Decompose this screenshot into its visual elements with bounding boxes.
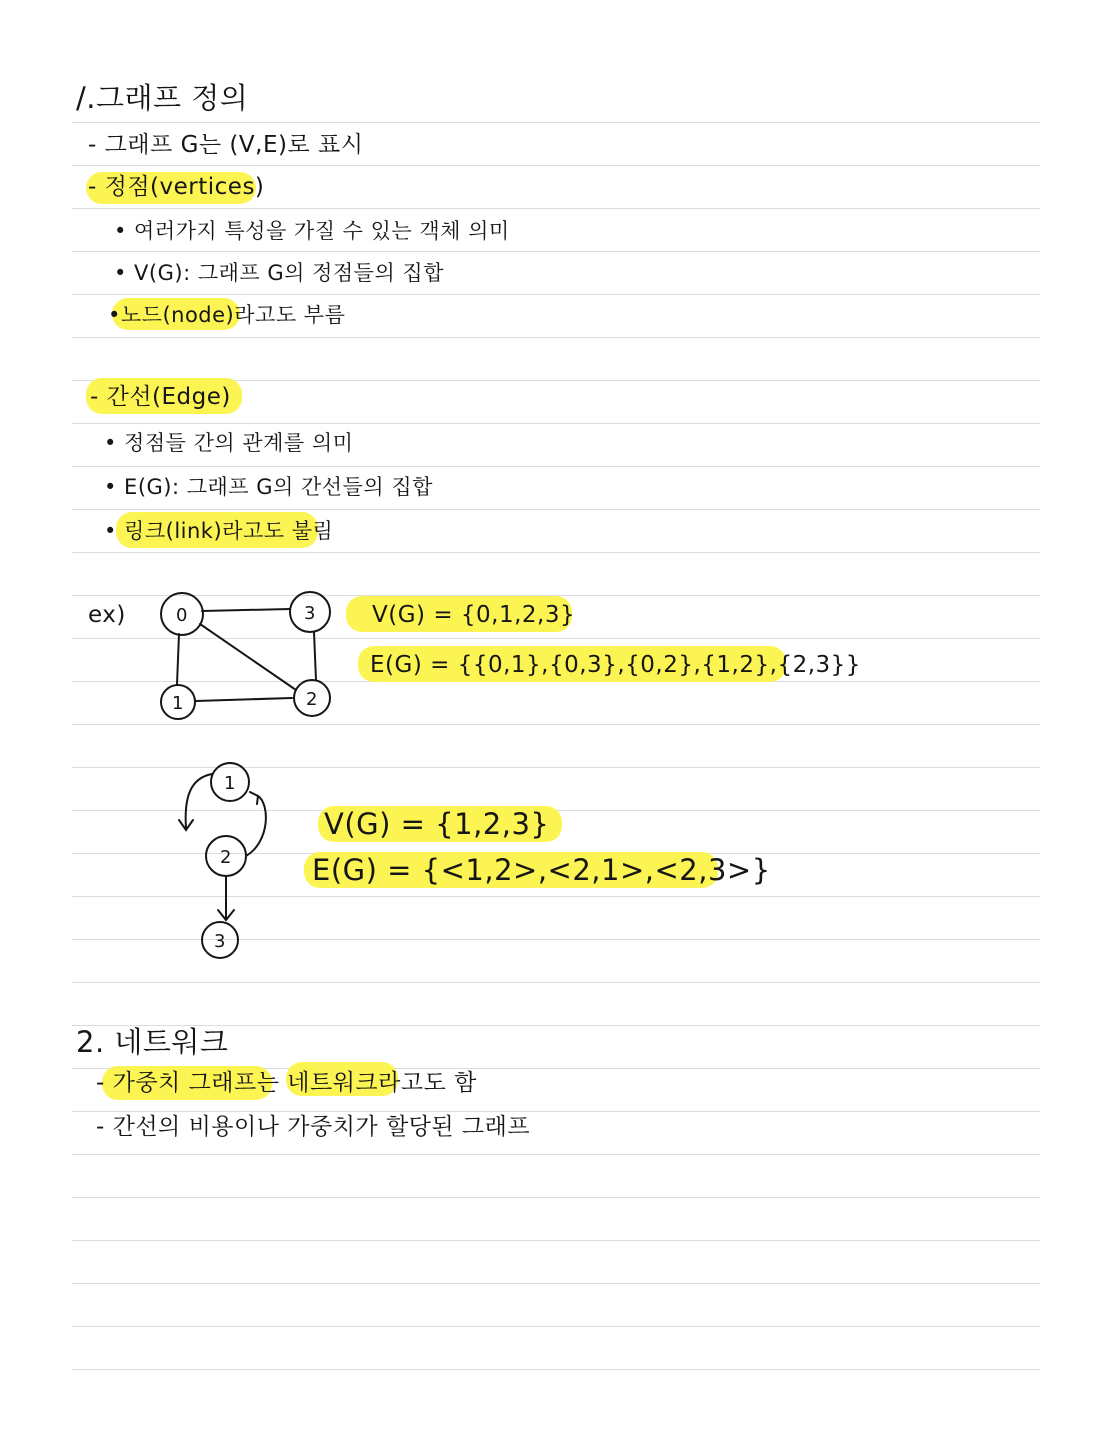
edges-heading: - 간선(Edge) [90, 384, 231, 410]
edges-item: • 정점들 간의 관계를 의미 [104, 431, 354, 455]
ruled-line [72, 1326, 1040, 1327]
node-label-3: 3 [304, 603, 316, 624]
ruled-line [72, 724, 1040, 725]
directed-graph-diagram [170, 758, 290, 966]
ruled-line [72, 552, 1040, 553]
edge-0-2 [200, 624, 296, 690]
arrowhead [250, 792, 258, 804]
ruled-line [72, 1240, 1040, 1241]
edge-2-1 [246, 796, 266, 856]
undirected-graph-diagram [150, 590, 350, 722]
edge-0-1 [177, 634, 179, 684]
eg-undirected: E(G) = {{0,1},{0,3},{0,2},{1,2},{2,3}} [370, 652, 861, 678]
node-label-0: 0 [176, 605, 188, 626]
ruled-line [72, 165, 1040, 166]
ruled-line [72, 1283, 1040, 1284]
node-label-1: 1 [224, 773, 236, 794]
ruled-line [72, 1154, 1040, 1155]
vertices-item: •노드(node)라고도 부름 [108, 303, 346, 327]
ruled-line [72, 423, 1040, 424]
eg-directed: E(G) = {<1,2>,<2,1>,<2,3>} [312, 853, 771, 887]
section1-title: /.그래프 정의 [76, 81, 249, 115]
ruled-line [72, 982, 1040, 983]
ruled-line [72, 294, 1040, 295]
network-item: - 간선의 비용이나 가중치가 할당된 그래프 [96, 1114, 531, 1140]
edge-0-3 [202, 609, 290, 611]
vertices-item: • V(G): 그래프 G의 정점들의 집합 [114, 261, 444, 285]
edges-item: • 링크(link)라고도 불림 [104, 519, 334, 543]
edge-3-2 [314, 632, 316, 680]
vg-directed: V(G) = {1,2,3} [324, 807, 550, 841]
node-label-3: 3 [214, 931, 226, 952]
node-label-2: 2 [220, 847, 232, 868]
ruled-line [72, 208, 1040, 209]
vertices-item: • 여러가지 특성을 가질 수 있는 객체 의미 [114, 219, 510, 243]
node-label-2: 2 [306, 689, 318, 710]
edge-1-2 [196, 698, 292, 701]
ruled-line [72, 466, 1040, 467]
vg-undirected: V(G) = {0,1,2,3} [372, 602, 576, 628]
node-label-1: 1 [172, 693, 184, 714]
section2-title: 2. 네트워크 [76, 1025, 229, 1059]
ruled-line [72, 337, 1040, 338]
ruled-line [72, 1197, 1040, 1198]
vertices-heading: - 정점(vertices) [88, 174, 265, 200]
ruled-line [72, 251, 1040, 252]
edges-item: • E(G): 그래프 G의 간선들의 집합 [104, 475, 433, 499]
ruled-line [72, 1369, 1040, 1370]
graph-intro: - 그래프 G는 (V,E)로 표시 [88, 132, 364, 158]
ruled-line [72, 509, 1040, 510]
example-label: ex) [88, 602, 126, 628]
network-item: - 가중치 그래프는 네트워크라고도 함 [96, 1070, 477, 1096]
ruled-line [72, 122, 1040, 123]
edge-1-2 [186, 774, 212, 828]
